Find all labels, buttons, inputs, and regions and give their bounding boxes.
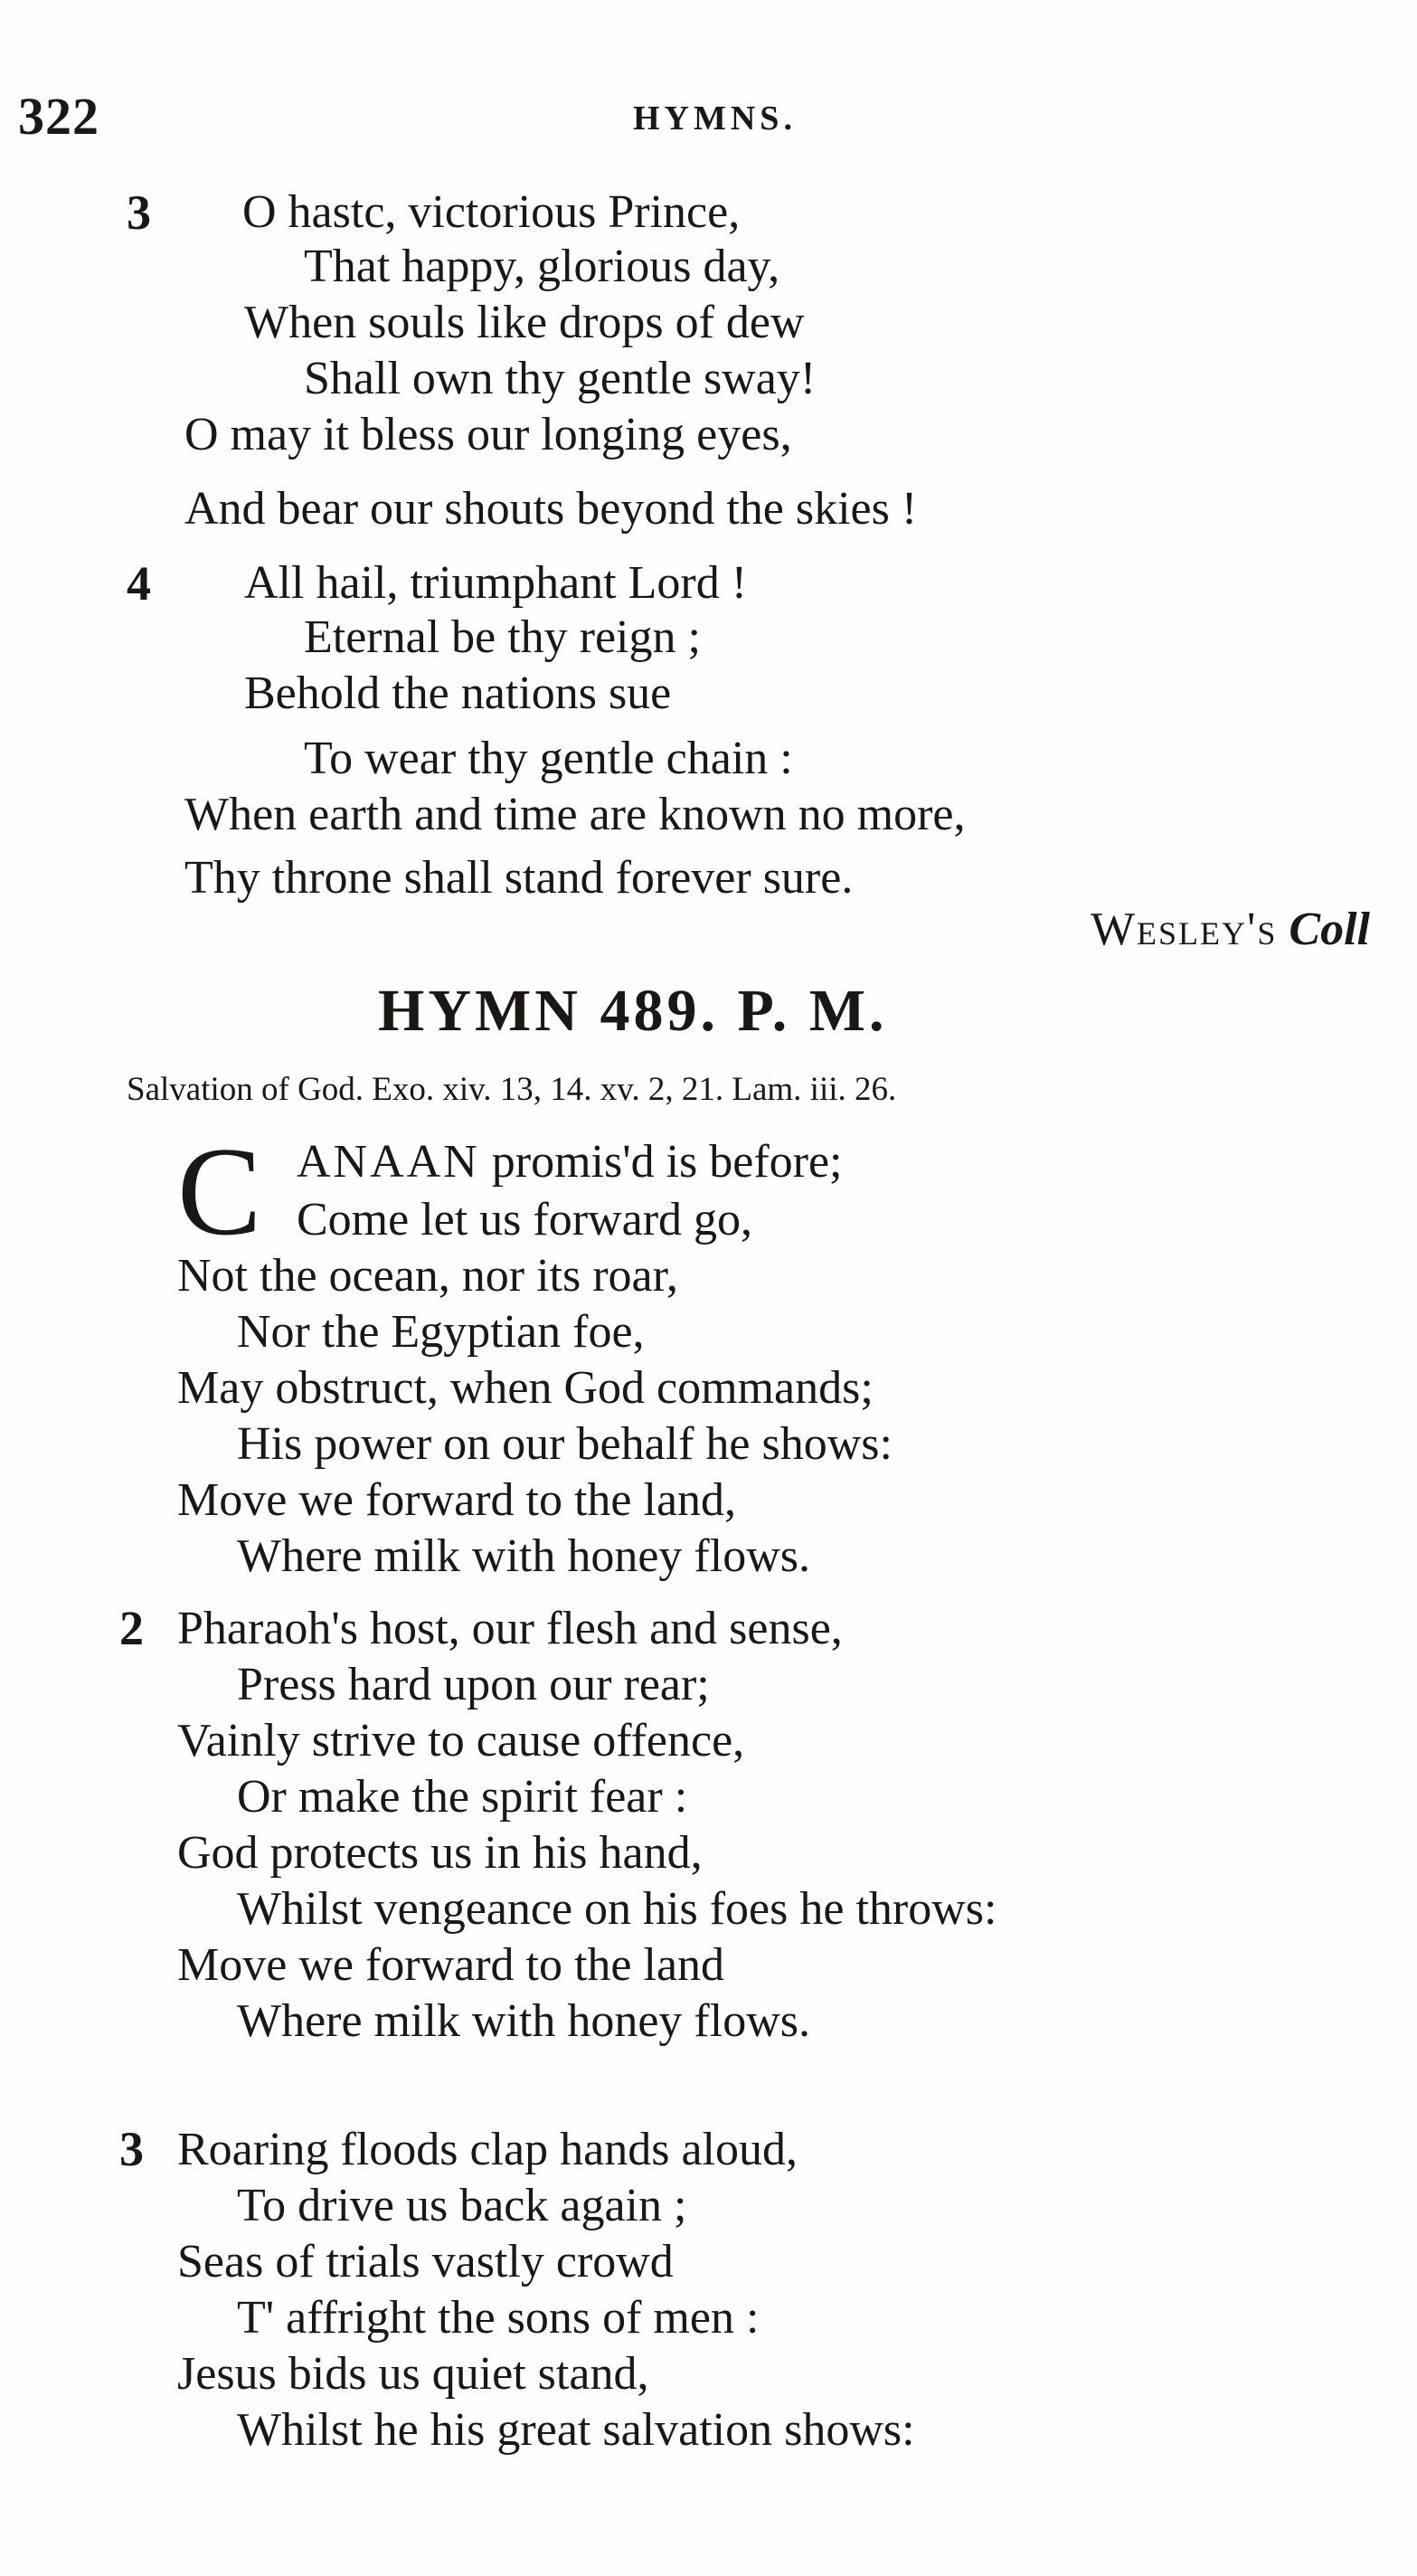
verse-line: When earth and time are known no more, [184, 789, 966, 840]
verse-line: To wear thy gentle chain : [304, 733, 793, 784]
verse-line: Whilst he his great salvation shows: [237, 2404, 915, 2456]
running-head: HYMNS. [633, 99, 797, 137]
verse-line: Where milk with honey flows. [237, 1530, 810, 1582]
verse-line: Whilst vengeance on his foes he throws: [237, 1883, 997, 1935]
verse-line: Eternal be thy reign ; [304, 611, 701, 663]
verse-line: Seas of trials vastly crowd [177, 2236, 674, 2287]
verse-line: Roaring floods clap hands aloud, [177, 2124, 798, 2175]
verse-line: Vainly strive to cause offence, [177, 1715, 745, 1766]
first-word: ANAAN [297, 1136, 480, 1188]
page-number: 322 [18, 87, 99, 146]
verse-line: Not the ocean, nor its roar, [177, 1250, 678, 1302]
verse-line: O hastc, victorious Prince, [242, 186, 741, 238]
verse-line: O may it bless our longing eyes, [184, 409, 792, 460]
verse-line: Where milk with honey flows. [237, 1995, 810, 2047]
first-line-rest: promis'd is before; [479, 1136, 843, 1188]
verse-number: 4 [127, 556, 151, 611]
verse-line: Behold the nations sue [244, 668, 672, 719]
verse-number: 3 [119, 2122, 144, 2176]
verse-line: To drive us back again ; [237, 2180, 687, 2231]
verse-number: 3 [127, 185, 151, 240]
verse-line: Move we forward to the land [177, 1939, 725, 1991]
verse-line: His power on our behalf he shows: [237, 1418, 893, 1470]
attribution-name: Wesley's [1090, 904, 1278, 955]
hymn-title: HYMN 489. P. M. [378, 978, 888, 1044]
verse-line: When souls like drops of dew [244, 297, 805, 348]
hymn-subtitle: Salvation of God. Exo. xiv. 13, 14. xv. 2, 21. Lam. iii. 26. [127, 1071, 897, 1108]
drop-cap: C [177, 1122, 262, 1262]
verse-line: Nor the Egyptian foe, [237, 1306, 645, 1358]
verse-line: Press hard upon our rear; [237, 1659, 710, 1710]
first-line [297, 1135, 843, 1189]
verse-line: Come let us forward go, [297, 1194, 753, 1245]
verse-line: Jesus bids us quiet stand, [177, 2348, 649, 2400]
verse-line: God protects us in his hand, [177, 1827, 703, 1879]
verse-line: That happy, glorious day, [304, 241, 780, 292]
verse-line: Thy throne shall stand forever sure. [184, 852, 854, 904]
verse-line: Or make the spirit fear : [237, 1771, 688, 1823]
verse-line: May obstruct, when God commands; [177, 1362, 874, 1414]
verse-line: And bear our shouts beyond the skies ! [184, 483, 918, 535]
verse-line: Pharaoh's host, our flesh and sense, [177, 1603, 843, 1654]
verse-number: 2 [119, 1601, 144, 1655]
page-header [0, 86, 1417, 149]
verse-line: T' affright the sons of men : [237, 2292, 760, 2344]
attribution [1091, 903, 1370, 956]
verse-line: Move we forward to the land, [177, 1474, 737, 1526]
verse-line: Shall own thy gentle sway! [304, 353, 817, 404]
attribution-work: Coll [1289, 904, 1370, 955]
verse-line: All hail, triumphant Lord ! [244, 557, 748, 609]
